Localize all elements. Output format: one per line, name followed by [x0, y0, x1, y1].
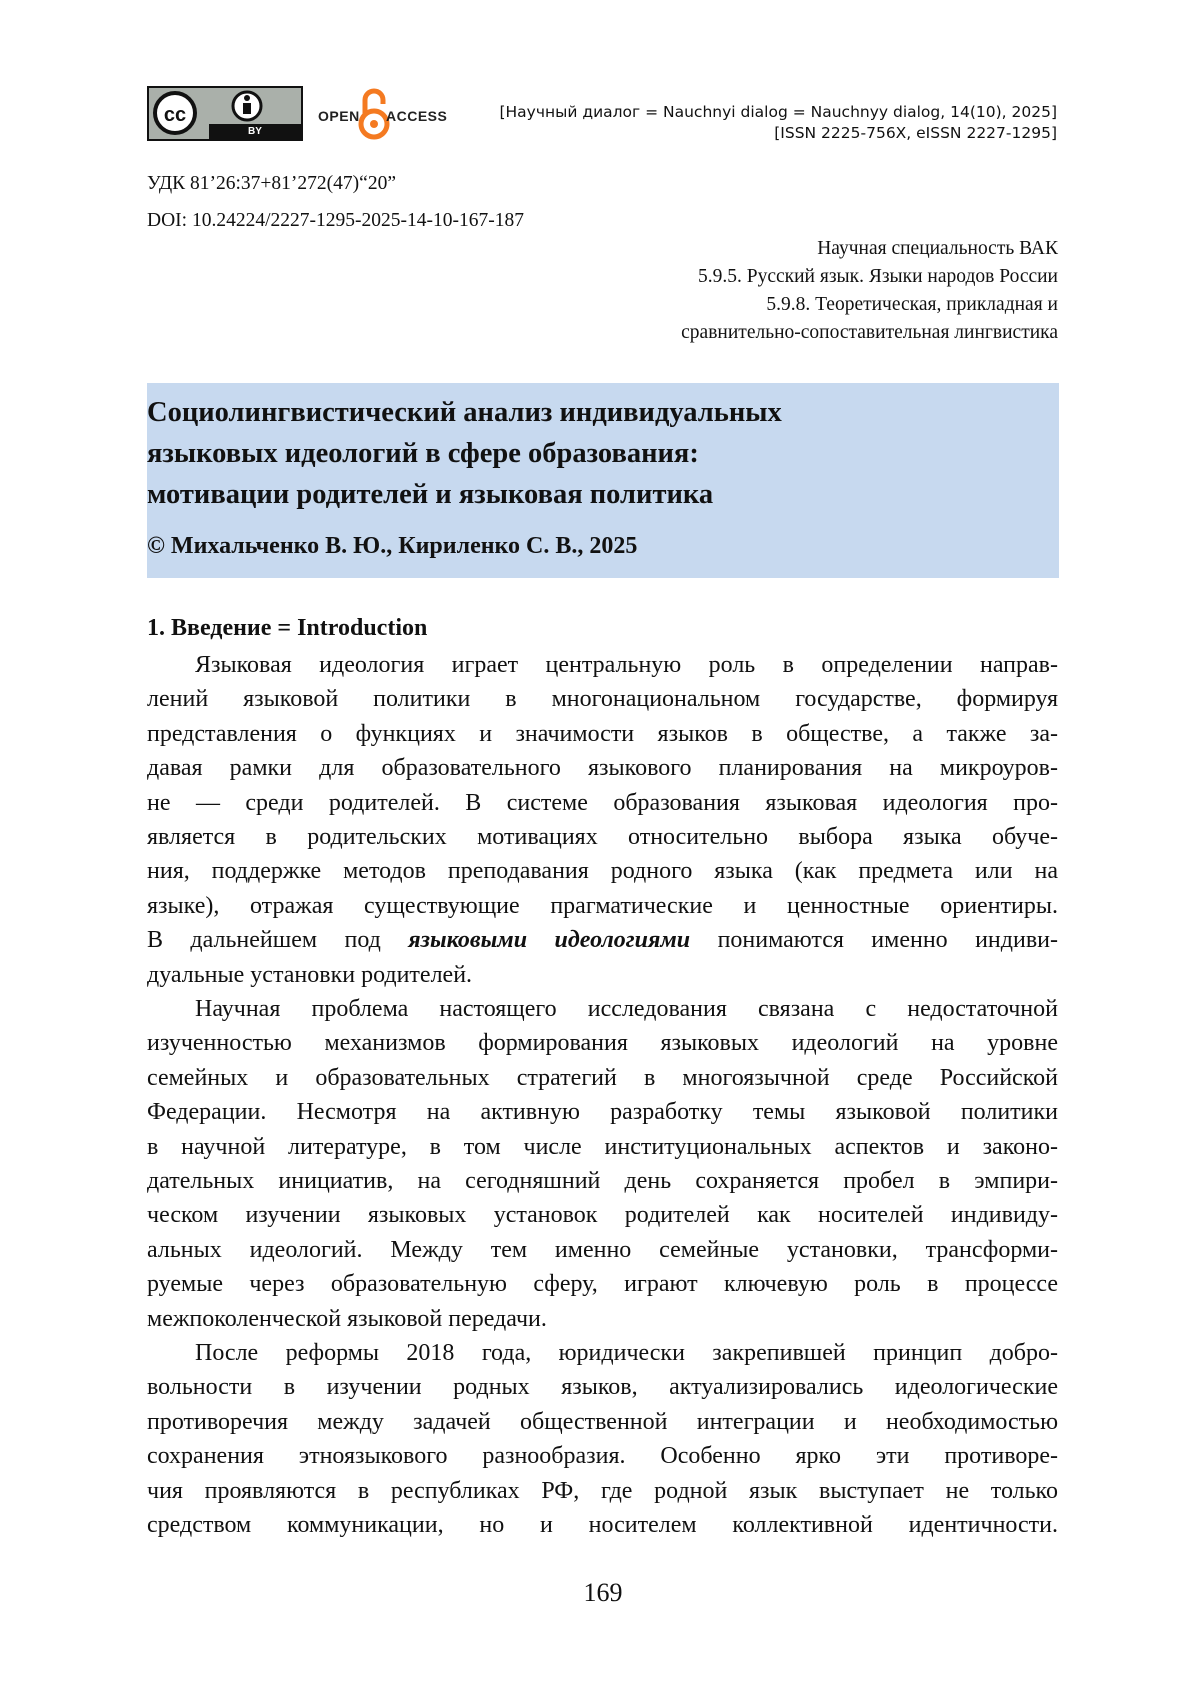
text-line: ческом изучении языковых установок родителей как носителей индивиду- [147, 1202, 1058, 1229]
specialty-item: 5.9.8. Теоретическая, прикладная и [766, 294, 1058, 315]
text-line: Федерации. Несмотря на активную разработку темы языковой политики [147, 1099, 1058, 1126]
text-line: ния, поддержке методов преподавания родного языка (как предмета или на [147, 858, 1058, 885]
text-line: представления о функциях и значимости языков в обществе, а также за- [147, 720, 1058, 747]
journal-issn: [ISSN 2225-756X, eISSN 2227-1295] [774, 124, 1057, 142]
by-strip [209, 124, 301, 139]
text-line: межпоколенческой языковой передачи. [147, 1305, 547, 1332]
body-paragraph [147, 992, 1058, 1336]
text-line: не — среди родителей. В системе образования языковая идеология про- [147, 789, 1058, 816]
page-number: 169 [583, 1578, 623, 1607]
article-title-line: мотивации родителей и языковая политика [147, 479, 714, 510]
doi[interactable]: DOI: 10.24224/2227-1295-2025-14-10-167-187 [147, 210, 524, 231]
specialty-item: сравнительно-сопоставительная лингвистика [681, 322, 1058, 343]
text-line: После реформы 2018 года, юридически закрепившей принцип добро- [195, 1340, 1058, 1366]
article-title-line: Социолингвистический анализ индивидуальных [147, 397, 782, 428]
text-line: чия проявляются в республиках РФ, где родной язык выступает не только [147, 1477, 1058, 1504]
text-line: является в родительских мотивациях относительно выбора языка обуче- [147, 823, 1058, 850]
article-title-block [147, 383, 1059, 578]
text-line: дательных инициатив, на сегодняшний день сохраняется пробел в эмпири- [147, 1167, 1058, 1194]
article-authors: © Михальченко В. Ю., Кириленко С. В., 2025 [147, 533, 638, 559]
text-fragment: понимаются именно индиви- [690, 927, 1058, 954]
text-line: Языковая идеология играет центральную роль в определении направ- [195, 652, 1058, 678]
journal-citation: [Научный диалог = Nauchnyi dialog = Nauchnyy dialog, 14(10), 2025] [499, 103, 1057, 121]
text-line: в научной литературе, в том числе институциональных аспектов и законо- [147, 1133, 1058, 1160]
by-label: BY [248, 126, 262, 137]
text-line: лений языковой политики в многонациональном государстве, формируя [147, 686, 1058, 713]
key-term: языковыми идеологиями [408, 927, 691, 954]
text-line: руемые через образовательную сферу, играют ключевую роль в процессе [147, 1271, 1058, 1298]
cc-by-license-badge[interactable] [147, 86, 303, 141]
text-fragment: В дальнейшем под [147, 927, 409, 954]
specialty-heading: Научная специальность ВАК [817, 238, 1058, 259]
udk-code: УДК 81’26:37+81’272(47)“20” [147, 173, 396, 194]
text-line: изученностью механизмов формирования языковых идеологий на уровне [147, 1030, 1058, 1057]
svg-text:cc: cc [163, 104, 187, 126]
body-paragraph [147, 648, 1058, 992]
text-line: давая рамки для образовательного языкового планирования на микроуров- [147, 755, 1058, 782]
specialty-item: 5.9.5. Русский язык. Языки народов России [697, 266, 1058, 287]
text-line-with-term [147, 923, 1058, 957]
text-line: семейных и образовательных стратегий в многоязычной среде Российской [147, 1064, 1058, 1091]
open-label: OPEN [318, 108, 360, 124]
text-line: сохранения этноязыкового разнообразия. Особенно ярко эти противоре- [147, 1443, 1058, 1470]
text-line: Научная проблема настоящего исследования связана с недостаточной [195, 996, 1058, 1022]
text-line: альных идеологий. Между тем именно семейные установки, трансформи- [147, 1236, 1058, 1263]
section-heading: 1. Введение = Introduction [147, 615, 428, 641]
text-line: противоречия между задачей общественной интеграции и необходимостью [147, 1408, 1058, 1435]
article-title-line: языковых идеологий в сфере образования: [147, 438, 699, 469]
access-label: ACCESS [386, 108, 448, 124]
text-line: средством коммуникации, но и носителем коллективной идентичности. [147, 1511, 1058, 1538]
text-line: языке), отражая существующие прагматические и ценностные ориентиры. [147, 892, 1058, 919]
text-line: дуальные установки родителей. [147, 961, 473, 988]
text-line: вольности в изучении родных языков, актуализировались идеологические [147, 1374, 1058, 1401]
body-paragraph [147, 1336, 1058, 1542]
